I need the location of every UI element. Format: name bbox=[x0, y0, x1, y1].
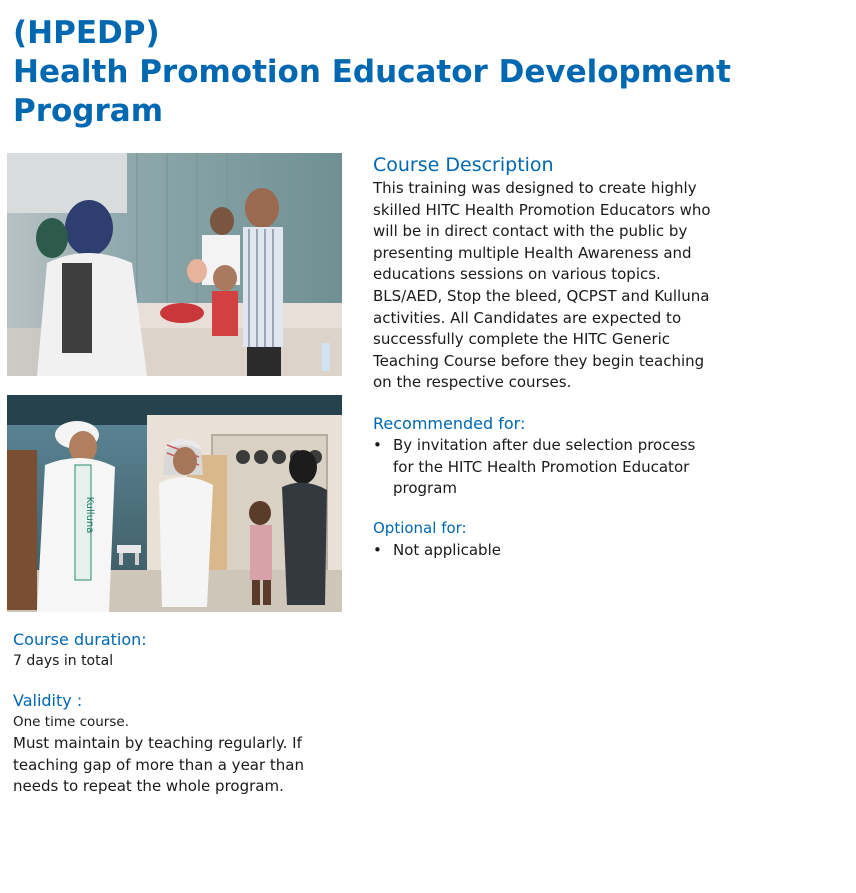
page-title bbox=[13, 14, 813, 131]
kulluna-sash-text: Kulluna bbox=[84, 496, 95, 534]
course-duration-text: 7 days in total bbox=[13, 653, 114, 669]
optional-item-text: Not applicable bbox=[393, 541, 501, 559]
kulluna-booth-photo bbox=[7, 395, 342, 612]
course-description-heading: Course Description bbox=[373, 154, 554, 176]
list-item bbox=[373, 435, 703, 500]
recommended-heading: Recommended for: bbox=[373, 414, 526, 433]
validity-note: One time course. bbox=[13, 714, 129, 730]
title-line-acronym: (HPEDP) bbox=[13, 15, 160, 51]
optional-list bbox=[373, 540, 703, 562]
validity-heading: Validity : bbox=[13, 691, 83, 710]
bullet-icon: • bbox=[373, 541, 382, 559]
training-session-photo bbox=[7, 153, 342, 376]
title-line-program: Program bbox=[13, 93, 164, 129]
title-line-name: Health Promotion Educator Development bbox=[13, 54, 731, 90]
validity-text: Must maintain by teaching regularly. If teaching gap of more than a year than needs to repeat the whole program. bbox=[13, 734, 305, 796]
recommended-list bbox=[373, 435, 703, 500]
course-description-text: This training was designed to create highly skilled HITC Health Promotion Educators who will be in direct contact with the public by presenting multiple Health Awareness and educations sessions on various topics. BLS/AED, Stop the bleed, QCPST and Kulluna activities. All Candidates are expected to successfully complete the HITC Generic Teaching Course before they begin teaching on the respective courses. bbox=[373, 179, 711, 392]
course-duration-heading: Course duration: bbox=[13, 630, 147, 649]
bullet-icon: • bbox=[373, 436, 382, 454]
list-item bbox=[373, 540, 703, 562]
optional-heading: Optional for: bbox=[373, 519, 467, 537]
recommended-item-text: By invitation after due selection process for the HITC Health Promotion Educator program bbox=[393, 436, 696, 498]
